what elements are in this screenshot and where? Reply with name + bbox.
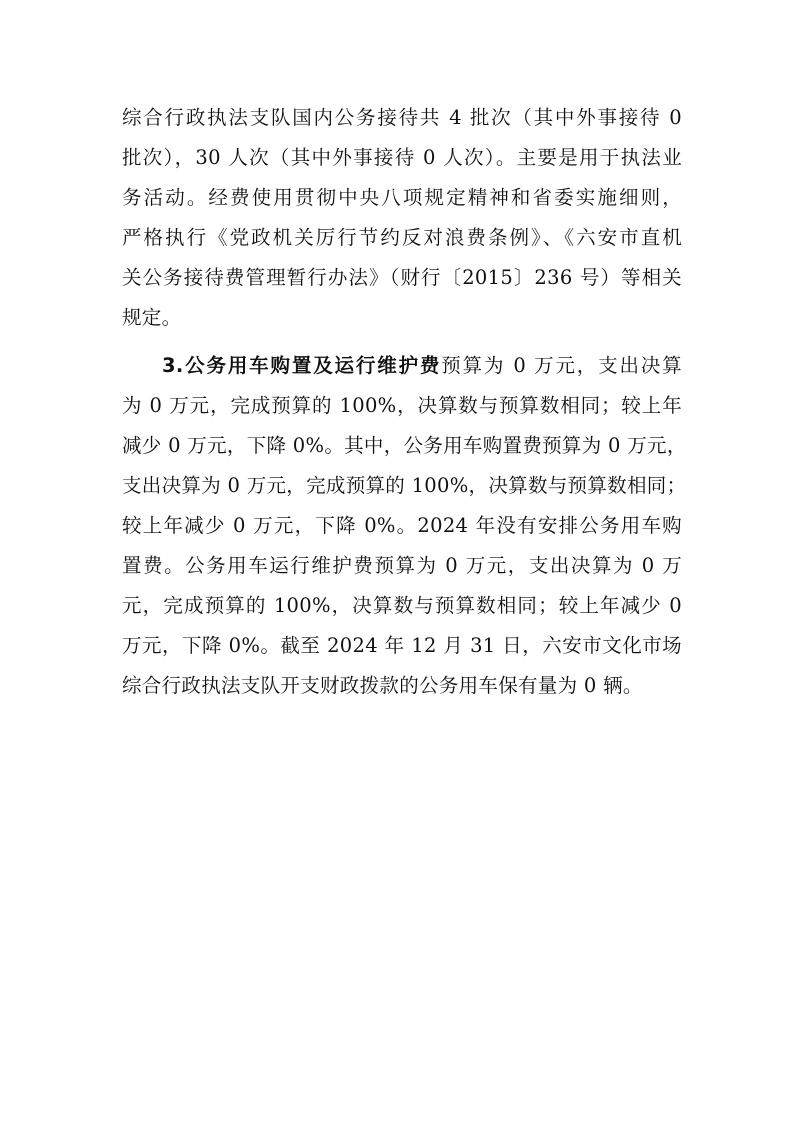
paragraph-2-line-1 <box>162 350 682 382</box>
paragraph-2-line-4: 支出决算为 0 万元，完成预算的 100%，决算数与预算数相同； <box>122 474 687 497</box>
paragraph-2-line-7: 元，完成预算的 100%，决算数与预算数相同；较上年减少 0 <box>122 594 682 617</box>
paragraph-1-line-4: 严格执行《党政机关厉行节约反对浪费条例》、《六安市直机 <box>122 226 682 249</box>
section-heading: 3.公务用车购置及运行维护费 <box>162 354 442 377</box>
paragraph-2-line-9: 综合行政执法支队开支财政拨款的公务用车保有量为 0 辆。 <box>122 674 643 697</box>
paragraph-1-line-1: 综合行政执法支队国内公务接待共 4 批次（其中外事接待 0 <box>122 106 682 129</box>
paragraph-1-line-6: 规定。 <box>122 306 182 329</box>
paragraph-2-line-2: 为 0 万元，完成预算的 100%，决算数与预算数相同；较上年 <box>122 394 682 417</box>
paragraph-1-line-5: 关公务接待费管理暂行办法》（财行〔2015〕236 号）等相关 <box>122 266 682 289</box>
paragraph-2-line-8: 万元，下降 0%。截至 2024 年 12 月 31 日，六安市文化市场 <box>122 634 682 657</box>
paragraph-1-line-2: 批次），30 人次（其中外事接待 0 人次）。主要是用于执法业 <box>122 146 682 169</box>
paragraph-1-line-3: 务活动。经费使用贯彻中央八项规定精神和省委实施细则， <box>122 186 682 209</box>
paragraph-2-line-5: 较上年减少 0 万元，下降 0%。2024 年没有安排公务用车购 <box>122 514 682 537</box>
paragraph-2-line-1-rest: 预算为 0 万元，支出决算 <box>441 354 682 377</box>
paragraph-2-line-3: 减少 0 万元，下降 0%。其中，公务用车购置费预算为 0 万元， <box>122 434 687 457</box>
paragraph-2-line-6: 置费。公务用车运行维护费预算为 0 万元，支出决算为 0 万 <box>122 554 682 577</box>
